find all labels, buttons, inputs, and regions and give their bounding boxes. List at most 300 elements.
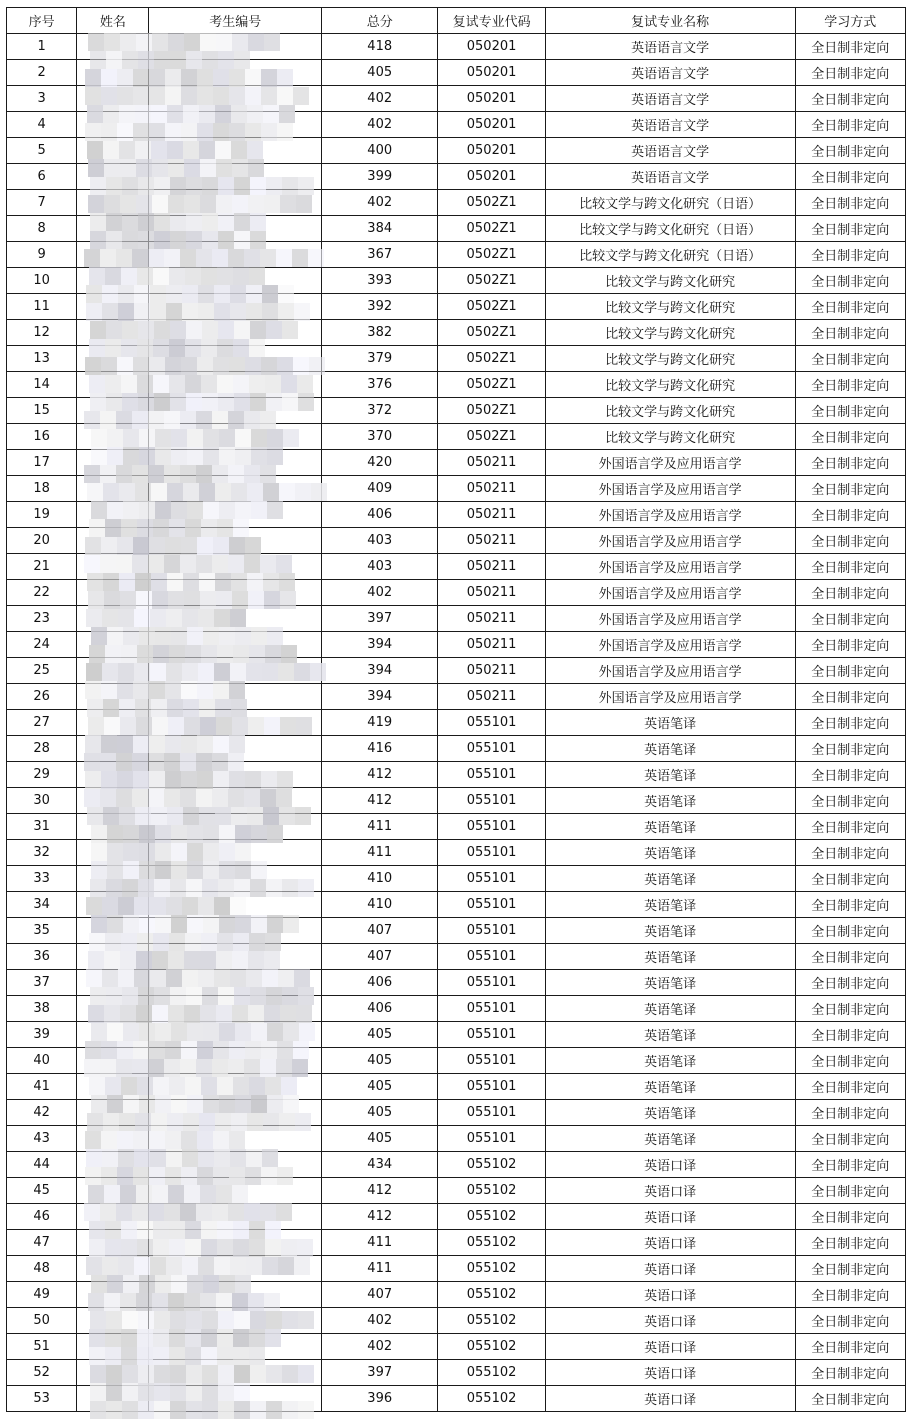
cell-name-masked <box>77 242 149 268</box>
cell-total-score: 407 <box>322 944 438 970</box>
cell-candidate-id-masked <box>149 1126 322 1152</box>
cell-study-mode: 全日制非定向 <box>795 1100 905 1126</box>
header-major-code: 复试专业代码 <box>438 8 545 34</box>
table-row <box>7 710 906 736</box>
cell-no: 40 <box>7 1048 77 1074</box>
cell-name-masked <box>77 476 149 502</box>
cell-candidate-id-masked <box>149 1256 322 1282</box>
table-row <box>7 1074 906 1100</box>
cell-no: 38 <box>7 996 77 1022</box>
cell-major-name: 英语口译 <box>545 1282 795 1308</box>
cell-major-code: 050211 <box>438 450 545 476</box>
table-row <box>7 450 906 476</box>
cell-major-code: 050211 <box>438 476 545 502</box>
cell-name-masked <box>77 658 149 684</box>
cell-candidate-id-masked <box>149 1100 322 1126</box>
cell-total-score: 419 <box>322 710 438 736</box>
cell-study-mode: 全日制非定向 <box>795 60 905 86</box>
cell-no: 46 <box>7 1204 77 1230</box>
cell-major-name: 英语口译 <box>545 1334 795 1360</box>
cell-total-score: 405 <box>322 60 438 86</box>
cell-major-name: 英语笔译 <box>545 1022 795 1048</box>
header-total-score: 总分 <box>322 8 438 34</box>
header-candidate-id: 考生编号 <box>149 8 322 34</box>
cell-candidate-id-masked <box>149 1048 322 1074</box>
table-row <box>7 60 906 86</box>
table-row <box>7 502 906 528</box>
cell-candidate-id-masked <box>149 632 322 658</box>
cell-major-name: 英语口译 <box>545 1204 795 1230</box>
cell-name-masked <box>77 1126 149 1152</box>
cell-name-masked <box>77 554 149 580</box>
table-body <box>7 34 906 1412</box>
cell-no: 15 <box>7 398 77 424</box>
cell-no: 27 <box>7 710 77 736</box>
cell-name-masked <box>77 1282 149 1308</box>
cell-name-masked <box>77 580 149 606</box>
cell-name-masked <box>77 450 149 476</box>
table-row <box>7 1360 906 1386</box>
cell-name-masked <box>77 1230 149 1256</box>
cell-study-mode: 全日制非定向 <box>795 476 905 502</box>
cell-study-mode: 全日制非定向 <box>795 1334 905 1360</box>
cell-name-masked <box>77 398 149 424</box>
cell-no: 12 <box>7 320 77 346</box>
cell-name-masked <box>77 1178 149 1204</box>
cell-candidate-id-masked <box>149 346 322 372</box>
cell-study-mode: 全日制非定向 <box>795 736 905 762</box>
cell-name-masked <box>77 424 149 450</box>
cell-no: 50 <box>7 1308 77 1334</box>
cell-no: 26 <box>7 684 77 710</box>
cell-study-mode: 全日制非定向 <box>795 450 905 476</box>
cell-major-name: 英语口译 <box>545 1178 795 1204</box>
cell-major-code: 0502Z1 <box>438 398 545 424</box>
cell-no: 33 <box>7 866 77 892</box>
cell-no: 20 <box>7 528 77 554</box>
cell-major-name: 外国语言学及应用语言学 <box>545 528 795 554</box>
cell-name-masked <box>77 1334 149 1360</box>
cell-candidate-id-masked <box>149 268 322 294</box>
cell-total-score: 409 <box>322 476 438 502</box>
cell-study-mode: 全日制非定向 <box>795 970 905 996</box>
cell-major-code: 055101 <box>438 1048 545 1074</box>
cell-candidate-id-masked <box>149 892 322 918</box>
cell-total-score: 370 <box>322 424 438 450</box>
cell-total-score: 434 <box>322 1152 438 1178</box>
table-row <box>7 320 906 346</box>
cell-study-mode: 全日制非定向 <box>795 190 905 216</box>
cell-no: 49 <box>7 1282 77 1308</box>
table-row <box>7 1048 906 1074</box>
cell-no: 32 <box>7 840 77 866</box>
cell-candidate-id-masked <box>149 710 322 736</box>
cell-total-score: 416 <box>322 736 438 762</box>
cell-total-score: 402 <box>322 1334 438 1360</box>
cell-candidate-id-masked <box>149 1308 322 1334</box>
cell-study-mode: 全日制非定向 <box>795 346 905 372</box>
cell-major-name: 英语笔译 <box>545 762 795 788</box>
table-row <box>7 892 906 918</box>
cell-total-score: 405 <box>322 1048 438 1074</box>
table-row <box>7 996 906 1022</box>
cell-major-name: 英语笔译 <box>545 1126 795 1152</box>
cell-no: 4 <box>7 112 77 138</box>
cell-total-score: 403 <box>322 528 438 554</box>
cell-no: 30 <box>7 788 77 814</box>
cell-major-code: 0502Z1 <box>438 346 545 372</box>
cell-no: 42 <box>7 1100 77 1126</box>
cell-major-code: 050201 <box>438 86 545 112</box>
cell-name-masked <box>77 710 149 736</box>
cell-study-mode: 全日制非定向 <box>795 658 905 684</box>
cell-no: 8 <box>7 216 77 242</box>
table-row <box>7 918 906 944</box>
cell-candidate-id-masked <box>149 970 322 996</box>
cell-no: 37 <box>7 970 77 996</box>
cell-major-name: 比较文学与跨文化研究 <box>545 294 795 320</box>
cell-major-code: 055102 <box>438 1282 545 1308</box>
cell-major-code: 055101 <box>438 1126 545 1152</box>
cell-candidate-id-masked <box>149 684 322 710</box>
cell-name-masked <box>77 814 149 840</box>
table-row <box>7 398 906 424</box>
cell-total-score: 402 <box>322 86 438 112</box>
cell-study-mode: 全日制非定向 <box>795 840 905 866</box>
cell-major-code: 050211 <box>438 606 545 632</box>
cell-name-masked <box>77 866 149 892</box>
cell-candidate-id-masked <box>149 34 322 60</box>
cell-total-score: 410 <box>322 892 438 918</box>
cell-name-masked <box>77 1204 149 1230</box>
table-row <box>7 814 906 840</box>
cell-major-code: 0502Z1 <box>438 294 545 320</box>
cell-major-code: 055102 <box>438 1360 545 1386</box>
cell-major-code: 055101 <box>438 814 545 840</box>
cell-candidate-id-masked <box>149 242 322 268</box>
cell-study-mode: 全日制非定向 <box>795 1178 905 1204</box>
cell-candidate-id-masked <box>149 320 322 346</box>
cell-total-score: 410 <box>322 866 438 892</box>
cell-name-masked <box>77 606 149 632</box>
cell-name-masked <box>77 112 149 138</box>
cell-study-mode: 全日制非定向 <box>795 112 905 138</box>
cell-total-score: 412 <box>322 1204 438 1230</box>
cell-candidate-id-masked <box>149 372 322 398</box>
cell-total-score: 402 <box>322 580 438 606</box>
cell-study-mode: 全日制非定向 <box>795 892 905 918</box>
cell-no: 47 <box>7 1230 77 1256</box>
cell-candidate-id-masked <box>149 1360 322 1386</box>
cell-study-mode: 全日制非定向 <box>795 710 905 736</box>
table-row <box>7 632 906 658</box>
cell-name-masked <box>77 1360 149 1386</box>
table-row <box>7 424 906 450</box>
cell-candidate-id-masked <box>149 762 322 788</box>
cell-total-score: 397 <box>322 1360 438 1386</box>
cell-name-masked <box>77 346 149 372</box>
cell-name-masked <box>77 1386 149 1412</box>
cell-name-masked <box>77 528 149 554</box>
cell-no: 18 <box>7 476 77 502</box>
cell-total-score: 406 <box>322 970 438 996</box>
cell-no: 35 <box>7 918 77 944</box>
cell-name-masked <box>77 34 149 60</box>
cell-total-score: 367 <box>322 242 438 268</box>
cell-major-name: 外国语言学及应用语言学 <box>545 658 795 684</box>
cell-major-code: 055102 <box>438 1256 545 1282</box>
cell-major-code: 055102 <box>438 1178 545 1204</box>
table-row <box>7 1204 906 1230</box>
cell-name-masked <box>77 60 149 86</box>
cell-major-name: 比较文学与跨文化研究（日语） <box>545 190 795 216</box>
cell-candidate-id-masked <box>149 1204 322 1230</box>
table-row <box>7 1178 906 1204</box>
cell-study-mode: 全日制非定向 <box>795 918 905 944</box>
cell-name-masked <box>77 1100 149 1126</box>
cell-major-name: 英语笔译 <box>545 892 795 918</box>
cell-major-name: 英语笔译 <box>545 866 795 892</box>
cell-total-score: 403 <box>322 554 438 580</box>
cell-major-code: 0502Z1 <box>438 320 545 346</box>
cell-study-mode: 全日制非定向 <box>795 242 905 268</box>
cell-total-score: 402 <box>322 112 438 138</box>
cell-major-code: 055101 <box>438 762 545 788</box>
cell-major-name: 外国语言学及应用语言学 <box>545 476 795 502</box>
cell-total-score: 382 <box>322 320 438 346</box>
cell-major-code: 050211 <box>438 632 545 658</box>
cell-no: 21 <box>7 554 77 580</box>
cell-major-code: 055102 <box>438 1308 545 1334</box>
cell-major-name: 外国语言学及应用语言学 <box>545 502 795 528</box>
table-row <box>7 1100 906 1126</box>
cell-no: 5 <box>7 138 77 164</box>
cell-no: 16 <box>7 424 77 450</box>
cell-name-masked <box>77 970 149 996</box>
cell-total-score: 397 <box>322 606 438 632</box>
cell-major-name: 比较文学与跨文化研究 <box>545 372 795 398</box>
cell-no: 36 <box>7 944 77 970</box>
cell-candidate-id-masked <box>149 1334 322 1360</box>
cell-name-masked <box>77 632 149 658</box>
cell-major-code: 050211 <box>438 658 545 684</box>
cell-major-code: 055101 <box>438 996 545 1022</box>
cell-major-name: 英语笔译 <box>545 1048 795 1074</box>
table-row <box>7 1282 906 1308</box>
cell-major-name: 英语笔译 <box>545 1100 795 1126</box>
cell-study-mode: 全日制非定向 <box>795 1048 905 1074</box>
table-header-row <box>7 8 906 34</box>
table-row <box>7 736 906 762</box>
cell-no: 24 <box>7 632 77 658</box>
cell-major-name: 比较文学与跨文化研究（日语） <box>545 216 795 242</box>
cell-major-name: 英语笔译 <box>545 944 795 970</box>
cell-major-name: 外国语言学及应用语言学 <box>545 606 795 632</box>
cell-major-name: 比较文学与跨文化研究 <box>545 398 795 424</box>
cell-major-code: 050211 <box>438 580 545 606</box>
cell-study-mode: 全日制非定向 <box>795 944 905 970</box>
table-row <box>7 34 906 60</box>
cell-study-mode: 全日制非定向 <box>795 996 905 1022</box>
cell-no: 48 <box>7 1256 77 1282</box>
cell-no: 39 <box>7 1022 77 1048</box>
cell-no: 17 <box>7 450 77 476</box>
cell-major-name: 英语笔译 <box>545 736 795 762</box>
cell-major-name: 英语语言文学 <box>545 34 795 60</box>
cell-study-mode: 全日制非定向 <box>795 528 905 554</box>
header-name: 姓名 <box>77 8 149 34</box>
cell-major-code: 0502Z1 <box>438 424 545 450</box>
cell-candidate-id-masked <box>149 840 322 866</box>
cell-total-score: 394 <box>322 632 438 658</box>
cell-name-masked <box>77 788 149 814</box>
cell-study-mode: 全日制非定向 <box>795 1074 905 1100</box>
cell-candidate-id-masked <box>149 814 322 840</box>
cell-name-masked <box>77 918 149 944</box>
cell-candidate-id-masked <box>149 580 322 606</box>
cell-total-score: 405 <box>322 1126 438 1152</box>
table-row <box>7 1230 906 1256</box>
cell-study-mode: 全日制非定向 <box>795 1308 905 1334</box>
table-row <box>7 1308 906 1334</box>
cell-study-mode: 全日制非定向 <box>795 268 905 294</box>
cell-major-name: 外国语言学及应用语言学 <box>545 632 795 658</box>
cell-study-mode: 全日制非定向 <box>795 294 905 320</box>
table-row <box>7 1256 906 1282</box>
cell-no: 9 <box>7 242 77 268</box>
cell-no: 7 <box>7 190 77 216</box>
cell-total-score: 411 <box>322 840 438 866</box>
cell-total-score: 393 <box>322 268 438 294</box>
cell-major-code: 050211 <box>438 554 545 580</box>
cell-name-masked <box>77 86 149 112</box>
cell-total-score: 411 <box>322 814 438 840</box>
table-row <box>7 86 906 112</box>
cell-total-score: 379 <box>322 346 438 372</box>
table-row <box>7 1022 906 1048</box>
cell-total-score: 400 <box>322 138 438 164</box>
table-row <box>7 944 906 970</box>
cell-study-mode: 全日制非定向 <box>795 1126 905 1152</box>
cell-major-code: 055101 <box>438 1074 545 1100</box>
cell-study-mode: 全日制非定向 <box>795 1152 905 1178</box>
cell-study-mode: 全日制非定向 <box>795 580 905 606</box>
table-row <box>7 840 906 866</box>
cell-major-code: 0502Z1 <box>438 242 545 268</box>
cell-major-code: 055101 <box>438 840 545 866</box>
cell-major-name: 外国语言学及应用语言学 <box>545 450 795 476</box>
cell-study-mode: 全日制非定向 <box>795 632 905 658</box>
cell-major-name: 英语笔译 <box>545 788 795 814</box>
cell-total-score: 406 <box>322 502 438 528</box>
cell-total-score: 420 <box>322 450 438 476</box>
cell-candidate-id-masked <box>149 1230 322 1256</box>
cell-study-mode: 全日制非定向 <box>795 1282 905 1308</box>
cell-name-masked <box>77 762 149 788</box>
cell-major-code: 0502Z1 <box>438 268 545 294</box>
header-major-name: 复试专业名称 <box>545 8 795 34</box>
cell-name-masked <box>77 372 149 398</box>
cell-major-name: 英语口译 <box>545 1308 795 1334</box>
cell-no: 23 <box>7 606 77 632</box>
cell-name-masked <box>77 892 149 918</box>
cell-major-name: 英语笔译 <box>545 918 795 944</box>
cell-study-mode: 全日制非定向 <box>795 1230 905 1256</box>
cell-major-name: 英语笔译 <box>545 1074 795 1100</box>
table-row <box>7 1386 906 1412</box>
cell-candidate-id-masked <box>149 190 322 216</box>
cell-study-mode: 全日制非定向 <box>795 164 905 190</box>
cell-major-code: 055101 <box>438 944 545 970</box>
cell-study-mode: 全日制非定向 <box>795 320 905 346</box>
cell-major-name: 英语语言文学 <box>545 112 795 138</box>
cell-no: 44 <box>7 1152 77 1178</box>
cell-study-mode: 全日制非定向 <box>795 554 905 580</box>
cell-study-mode: 全日制非定向 <box>795 86 905 112</box>
cell-name-masked <box>77 164 149 190</box>
table-row <box>7 866 906 892</box>
cell-no: 19 <box>7 502 77 528</box>
cell-major-code: 0502Z1 <box>438 190 545 216</box>
cell-major-code: 055101 <box>438 1022 545 1048</box>
table-row <box>7 268 906 294</box>
cell-major-name: 英语口译 <box>545 1230 795 1256</box>
cell-no: 2 <box>7 60 77 86</box>
cell-major-name: 英语笔译 <box>545 996 795 1022</box>
cell-major-name: 英语口译 <box>545 1152 795 1178</box>
cell-major-name: 比较文学与跨文化研究 <box>545 424 795 450</box>
header-no: 序号 <box>7 8 77 34</box>
cell-candidate-id-masked <box>149 112 322 138</box>
cell-total-score: 402 <box>322 190 438 216</box>
cell-no: 13 <box>7 346 77 372</box>
cell-study-mode: 全日制非定向 <box>795 1360 905 1386</box>
cell-total-score: 406 <box>322 996 438 1022</box>
cell-major-code: 055101 <box>438 892 545 918</box>
cell-total-score: 407 <box>322 918 438 944</box>
cell-major-name: 比较文学与跨文化研究 <box>545 268 795 294</box>
cell-candidate-id-masked <box>149 866 322 892</box>
cell-name-masked <box>77 320 149 346</box>
cell-major-code: 055101 <box>438 710 545 736</box>
cell-candidate-id-masked <box>149 944 322 970</box>
cell-no: 41 <box>7 1074 77 1100</box>
cell-total-score: 402 <box>322 1308 438 1334</box>
cell-major-code: 050201 <box>438 60 545 86</box>
cell-no: 11 <box>7 294 77 320</box>
cell-candidate-id-masked <box>149 606 322 632</box>
cell-candidate-id-masked <box>149 1282 322 1308</box>
cell-candidate-id-masked <box>149 996 322 1022</box>
table-row <box>7 242 906 268</box>
cell-candidate-id-masked <box>149 502 322 528</box>
cell-no: 43 <box>7 1126 77 1152</box>
table-row <box>7 1334 906 1360</box>
table-row <box>7 554 906 580</box>
cell-major-name: 英语笔译 <box>545 710 795 736</box>
table-row <box>7 190 906 216</box>
table-row <box>7 970 906 996</box>
cell-candidate-id-masked <box>149 1152 322 1178</box>
cell-major-code: 050201 <box>438 138 545 164</box>
cell-candidate-id-masked <box>149 788 322 814</box>
cell-name-masked <box>77 1308 149 1334</box>
cell-total-score: 418 <box>322 34 438 60</box>
cell-study-mode: 全日制非定向 <box>795 1022 905 1048</box>
cell-candidate-id-masked <box>149 528 322 554</box>
cell-no: 45 <box>7 1178 77 1204</box>
cell-candidate-id-masked <box>149 60 322 86</box>
